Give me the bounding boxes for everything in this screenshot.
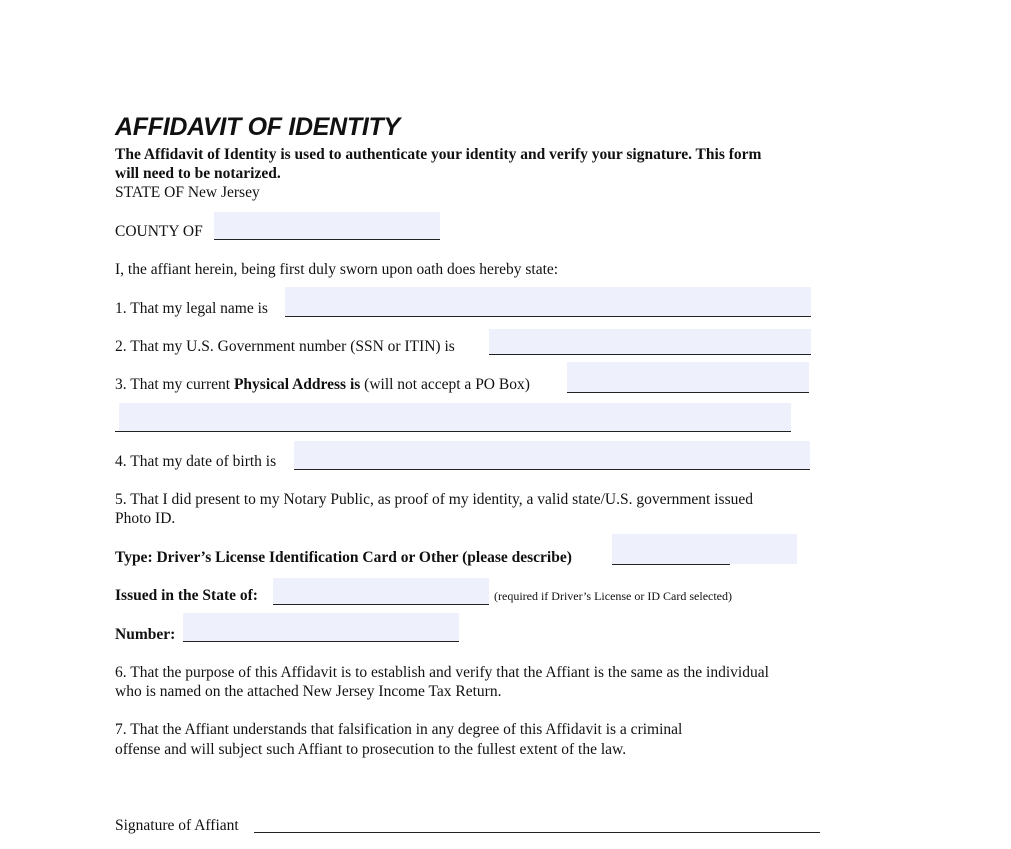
- county-field[interactable]: [214, 212, 440, 240]
- item-6-line-2: who is named on the attached New Jersey Income Tax Return.: [115, 683, 502, 700]
- signature-label: Signature of Affiant: [115, 817, 239, 834]
- item-5-line-1: 5. That I did present to my Notary Public, as proof of my identity, a valid state/U.S. government issued: [115, 491, 753, 508]
- date-of-birth-field[interactable]: [294, 441, 810, 470]
- address-line-2-underline: [115, 431, 791, 432]
- item-6-line-1: 6. That the purpose of this Affidavit is to establish and verify that the Affiant is the same as the individual: [115, 664, 769, 681]
- state-line: STATE OF New Jersey: [115, 184, 260, 201]
- sworn-statement: I, the affiant herein, being first duly sworn upon oath does hereby state:: [115, 261, 559, 278]
- legal-name-field[interactable]: [285, 287, 811, 317]
- issued-state-field[interactable]: [273, 578, 489, 605]
- item-3-label: [115, 375, 530, 394]
- issued-state-label: Issued in the State of:: [115, 587, 258, 604]
- item-7-line-2: offense and will subject such Affiant to prosecution to the fullest extent of the law.: [115, 741, 627, 758]
- address-line-1-field[interactable]: [567, 362, 809, 393]
- id-type-label: Type: Driver’s License Identification Card or Other (please describe): [115, 549, 572, 566]
- id-type-field[interactable]: [612, 534, 730, 565]
- intro-line-1: The Affidavit of Identity is used to authenticate your identity and verify your signature. This form: [115, 146, 762, 163]
- item-1-label: 1. That my legal name is: [115, 300, 268, 317]
- item-3-prefix: 3. That my current: [115, 376, 234, 393]
- item-3-suffix: (will not accept a PO Box): [360, 376, 530, 393]
- item-4-label: 4. That my date of birth is: [115, 453, 277, 470]
- intro-line-2: will need to be notarized.: [115, 165, 281, 182]
- id-number-field[interactable]: [183, 613, 459, 642]
- item-3-bold: Physical Address is: [233, 376, 361, 393]
- item-7-line-1: 7. That the Affiant understands that falsification in any degree of this Affidavit is a criminal: [115, 721, 683, 738]
- document-title: AFFIDAVIT OF IDENTITY: [115, 113, 400, 141]
- item-2-label: 2. That my U.S. Government number (SSN or ITIN) is: [115, 338, 455, 355]
- county-label: COUNTY OF: [115, 223, 203, 240]
- issued-state-note: (required if Driver’s License or ID Card selected): [494, 589, 733, 603]
- item-5-line-2: Photo ID.: [115, 510, 176, 527]
- id-number-label: Number:: [115, 626, 176, 643]
- signature-line[interactable]: [254, 832, 820, 833]
- government-number-field[interactable]: [489, 329, 811, 355]
- address-line-2-field[interactable]: [115, 403, 791, 432]
